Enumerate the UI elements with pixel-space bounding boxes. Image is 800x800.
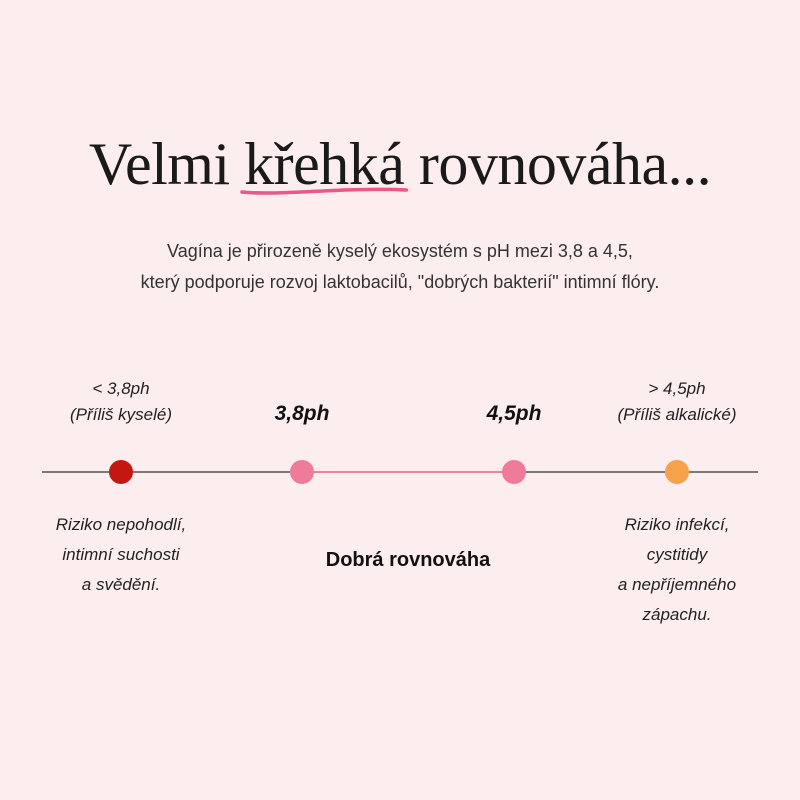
marker-lower-limit [290,460,314,484]
marker-alkaline [665,460,689,484]
label-alkaline-value: > 4,5ph [648,379,706,398]
label-upper-limit: 4,5ph [486,402,542,425]
label-lower-limit: 3,8ph [274,402,330,425]
desc-alkaline-line: cystitidy [646,545,708,564]
intro-line-2: který podporuje rozvoj laktobacilů, "dobrých bakterií" intimní flóry. [140,272,660,292]
desc-alkaline-line: Riziko infekcí, [624,515,730,534]
label-alkaline [567,376,787,428]
label-acidic-note: (Příliš kyselé) [69,405,172,424]
desc-acidic-line: intimní suchosti [62,545,180,564]
good-balance-label: Dobrá rovnováha [325,549,491,571]
title-part-2: rovnováha... [404,131,712,197]
marker-acidic [109,460,133,484]
label-acidic [21,376,221,428]
label-alkaline-note: (Příliš alkalické) [617,405,737,424]
title-highlight-word: křehká [244,131,405,197]
marker-upper-limit [502,460,526,484]
desc-alkaline [567,510,787,630]
desc-acidic [21,510,221,600]
desc-acidic-line: Riziko nepohodlí, [55,515,187,534]
desc-alkaline-line: zápachu. [642,605,712,624]
intro-line-1: Vagína je přirozeně kyselý ekosystém s pH mezi 3,8 a 4,5, [167,241,633,261]
desc-alkaline-line: a nepříjemného [617,575,737,594]
desc-acidic-line: a svědění. [81,575,161,594]
label-acidic-value: < 3,8ph [92,379,150,398]
title-part-1: Velmi [88,131,245,197]
